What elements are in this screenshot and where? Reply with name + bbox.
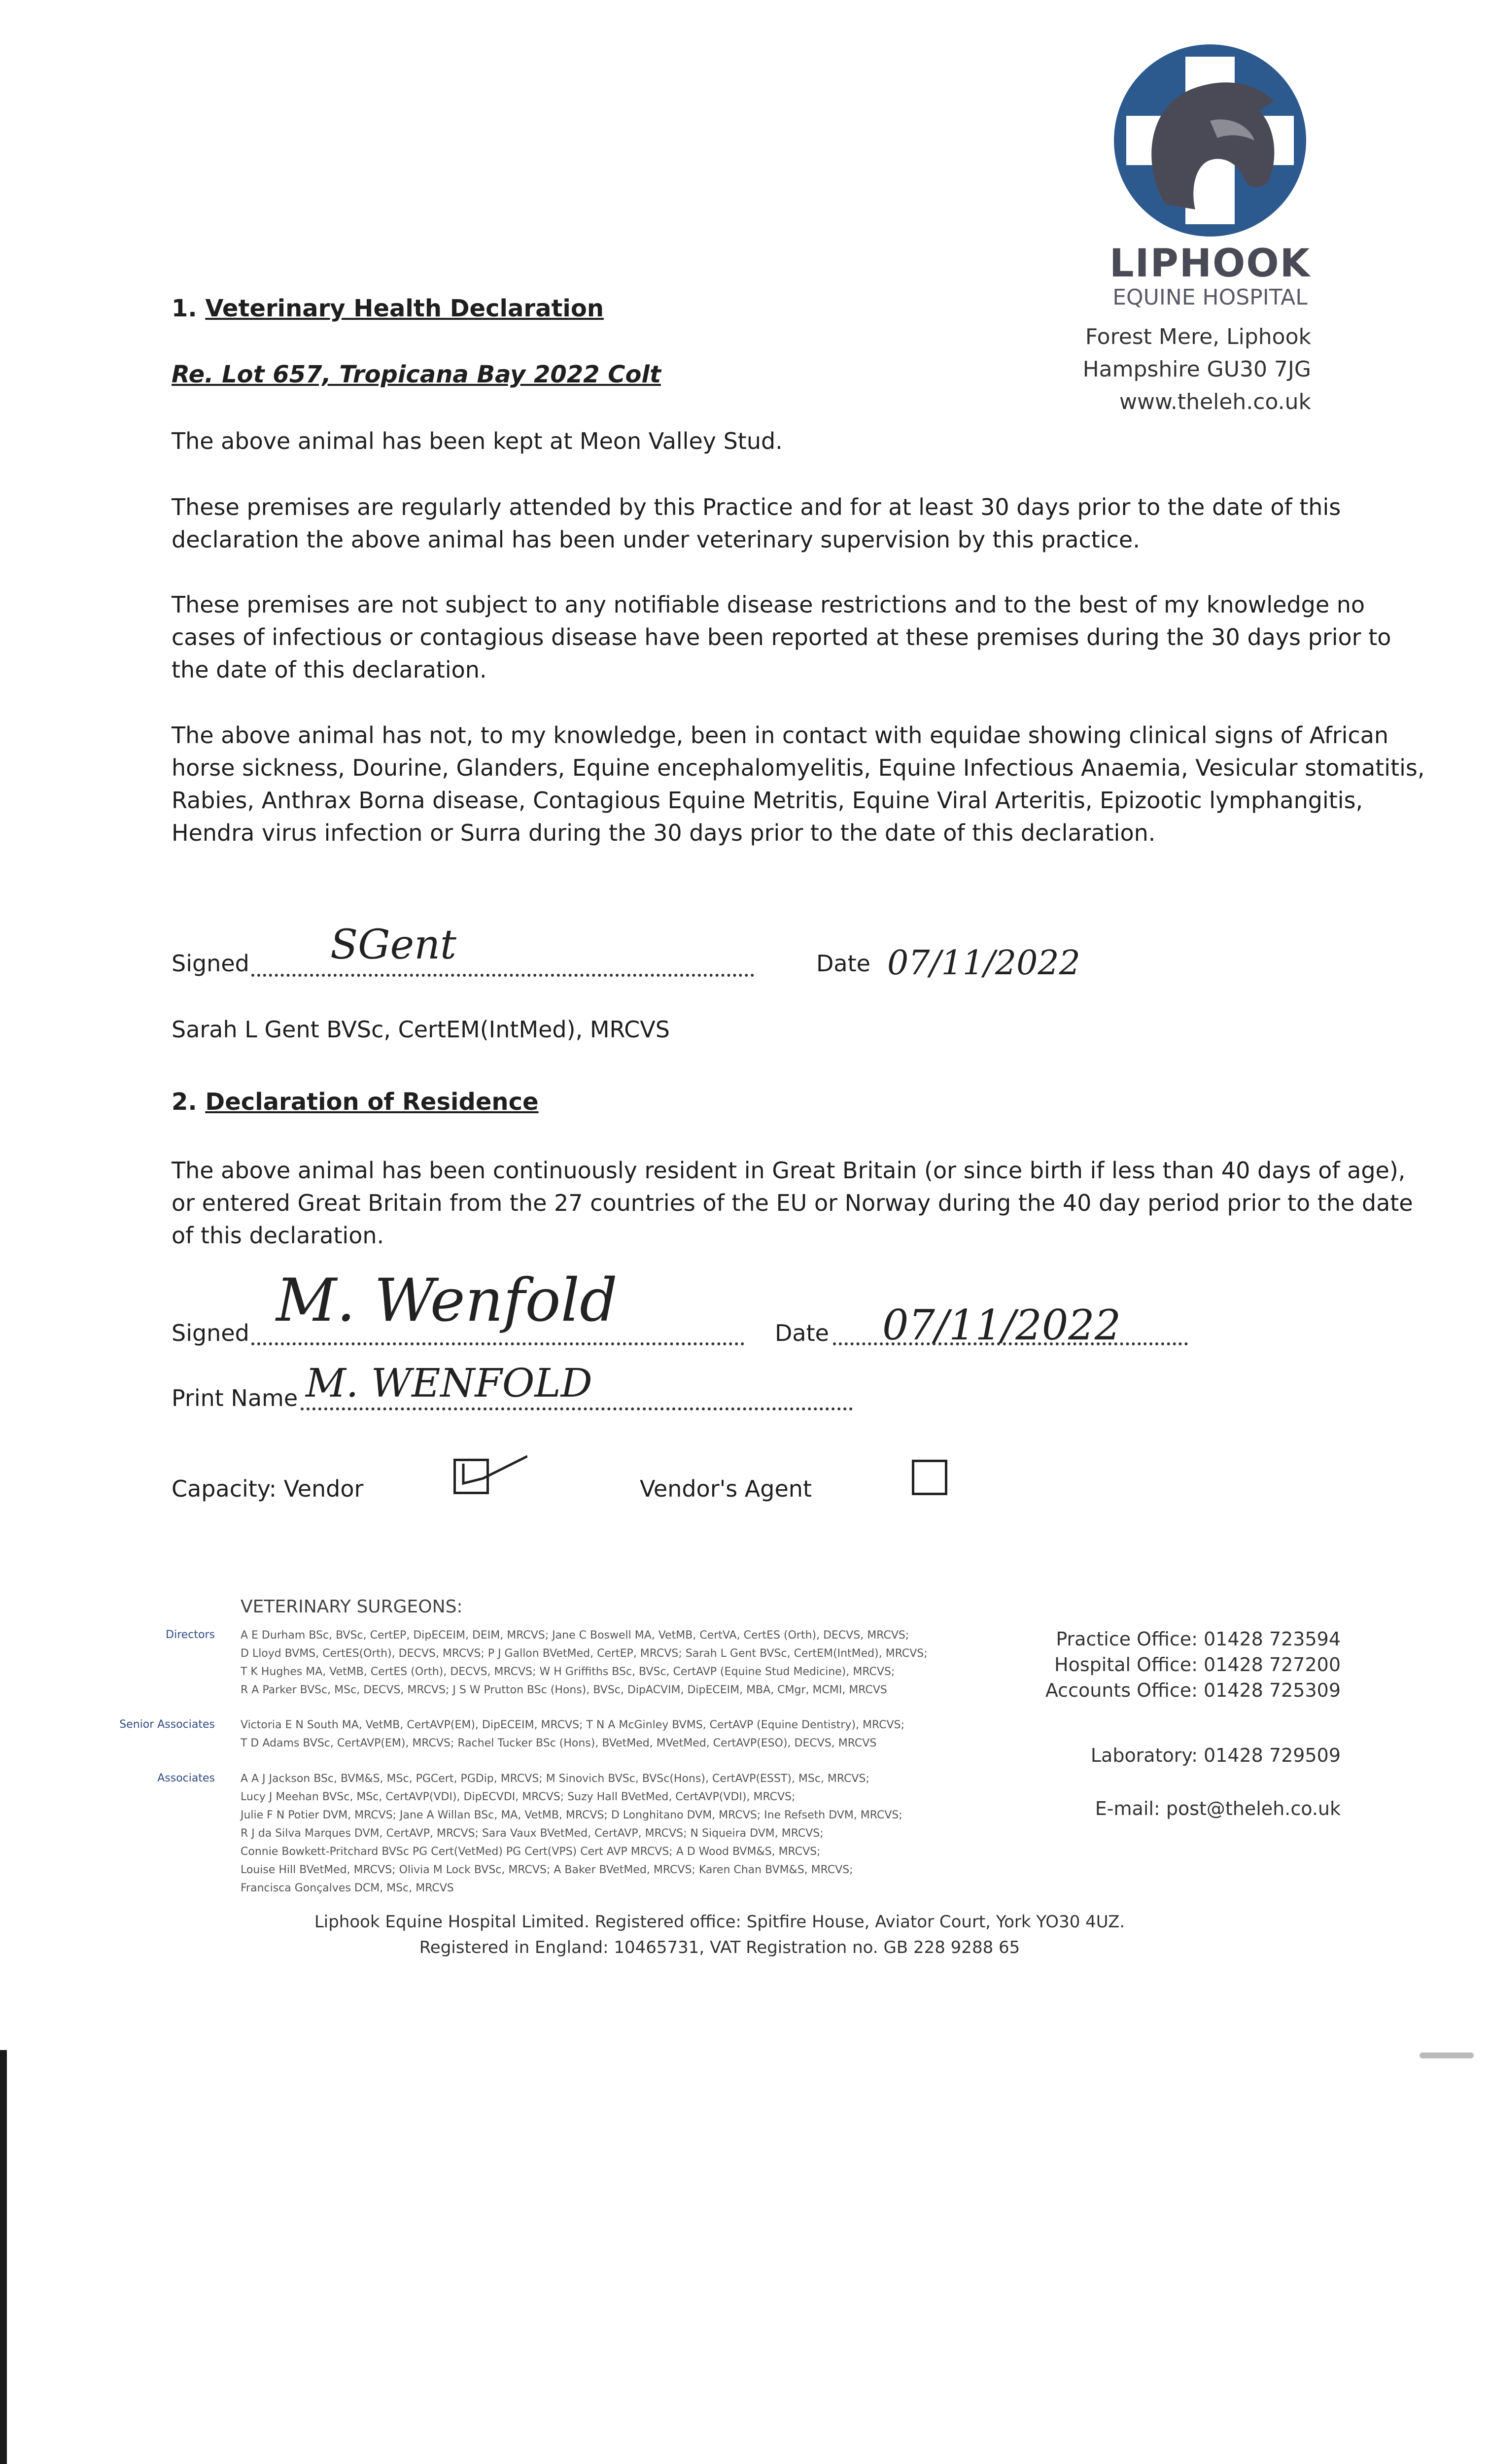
associates-list <box>241 1770 902 1897</box>
section1-para3: These premises are not subject to any notifiable disease restrictions and to the best of my knowledge no cases of infectious or contagious disease have been reported at these premises during the 30 days prior to the date of this declaration. <box>172 591 1391 683</box>
directors-line: D Lloyd BVMS, CertES(Orth), DECVS, MRCVS; P J Gallon BVetMed, CertEP, MRCVS; Sarah L Gent BVSc, CertEM(IntMed), MRCVS; <box>241 1647 928 1660</box>
practice-office: Practice Office: 01428 723594 <box>1056 1628 1341 1650</box>
logo <box>1111 42 1309 239</box>
print-name-label: Print Name <box>172 1385 298 1411</box>
section1-heading <box>172 295 604 322</box>
section1-para4: The above animal has not, to my knowledge, been in contact with equidae showing clinical signs of African horse sickness, Dourine, Glanders, Equine encephalomyelitis, Equine Infectious Anaemia, Vesicular stomatitis, Rabies, Anthrax Borna disease, Contagious Equine Metritis, Equine Viral Arteritis, Epizootic lymphangitis, Hendra virus infection or Surra during the 30 days prior to the date of this declaration. <box>172 722 1425 846</box>
accounts-office: Accounts Office: 01428 725309 <box>1045 1679 1341 1701</box>
hospital-office: Hospital Office: 01428 727200 <box>1054 1654 1341 1676</box>
vet-name: Sarah L Gent BVSc, CertEM(IntMed), MRCVS <box>172 1016 670 1043</box>
associates-line: A A J Jackson BSc, BVM&S, MSc, PGCert, PGDip, MRCVS; M Sinovich BVSc, BVSc(Hons), CertAVP(ESST), MSc, MRCVS; <box>241 1773 869 1785</box>
agent-label: Vendor's Agent <box>640 1475 812 1502</box>
associates-line: Francisca Gonçalves DCM, MSc, MRCVS <box>241 1882 454 1894</box>
registration-numbers: Registered in England: 10465731, VAT Registration no. GB 228 9288 65 <box>419 1938 1020 1957</box>
brand-name: LIPHOOK <box>1109 241 1311 286</box>
address-line-2: Hampshire GU30 7JG <box>1082 357 1311 382</box>
print-name-line[interactable] <box>301 1407 853 1410</box>
signed-label-1: Signed <box>172 950 249 977</box>
directors-line: A E Durham BSc, BVSc, CertEP, DipECEIM, DEIM, MRCVS; Jane C Boswell MA, VetMB, CertVA, CertES (Orth), DECVS, MRCVS; <box>241 1629 909 1642</box>
associates-line: Louise Hill BVetMed, MRCVS; Olivia M Lock BVSc, MRCVS; A Baker BVetMed, MRCVS; Karen Chan BVM&S, MRCVS; <box>241 1864 853 1876</box>
scan-smudge <box>1420 2053 1474 2058</box>
section1-title: Veterinary Health Declaration <box>205 295 604 322</box>
associates-line: R J da Silva Marques DVM, CertAVP, MRCVS; Sara Vaux BVetMed, CertAVP, MRCVS; N Siqueira DVM, MRCVS; <box>241 1827 824 1840</box>
email-link[interactable]: E-mail: post@theleh.co.uk <box>1095 1798 1341 1819</box>
vendor-checkbox[interactable] <box>453 1459 489 1494</box>
address-line-1: Forest Mere, Liphook <box>1085 324 1311 349</box>
signature-line-1[interactable] <box>251 974 754 977</box>
associates-line: Lucy J Meehan BVSc, MSc, CertAVP(VDI), DipECVDI, MRCVS; Suzy Hall BVetMed, CertAVP(VDI), MRCVS; <box>241 1791 796 1803</box>
date-value-1: 07/11/2022 <box>887 944 1080 983</box>
directors-line: T K Hughes MA, VetMB, CertES (Orth), DECVS, MRCVS; W H Griffiths BSc, BVSc, CertAVP (Equine Stud Medicine), MRCVS; <box>241 1666 895 1678</box>
section2-title: Declaration of Residence <box>205 1088 539 1116</box>
signed-label-2: Signed <box>172 1320 249 1346</box>
associates-line: Julie F N Potier DVM, MRCVS; Jane A Willan BSc, MA, VetMB, MRCVS; D Longhitano DVM, MRCVS; Ine Refseth DVM, MRCVS; <box>241 1809 902 1821</box>
signature-line-2[interactable] <box>251 1342 744 1345</box>
registered-office: Liphook Equine Hospital Limited. Registered office: Spitfire House, Aviator Court, York YO30 4UZ. <box>314 1912 1125 1932</box>
section1-number: 1. <box>172 295 197 322</box>
section2-heading <box>172 1088 539 1116</box>
associates-label: Associates <box>157 1772 215 1784</box>
senior-associates-label: Senior Associates <box>119 1718 215 1731</box>
check-mark-icon <box>453 1449 527 1488</box>
section2-para: The above animal has been continuously resident in Great Britain (or since birth if less than 40 days of age), or entered Great Britain from the 27 countries of the EU or Norway during the 40 day period prior to the date of this declaration. <box>172 1157 1413 1249</box>
section2-number: 2. <box>172 1088 197 1116</box>
capacity-label: Capacity: Vendor <box>172 1475 364 1502</box>
date-label-1: Date <box>816 950 870 977</box>
scan-edge-mark <box>0 2050 7 2464</box>
re-line: Re. Lot 657, Tropicana Bay 2022 Colt <box>172 361 661 388</box>
associates-line: Connie Bowkett-Pritchard BVSc PG Cert(VetMed) PG Cert(VPS) Cert AVP MRCVS; A D Wood BVM&S, MRCVS; <box>241 1846 821 1858</box>
directors-line: R A Parker BVSc, MSc, DECVS, MRCVS; J S W Prutton BSc (Hons), BVSc, DipACVIM, DipECEIM, MBA, CMgr, MCMI, MRCVS <box>241 1684 887 1696</box>
vendor-signature: M. Wenfold <box>276 1266 618 1335</box>
horse-logo-icon <box>1111 42 1309 239</box>
website-link[interactable]: www.theleh.co.uk <box>1119 389 1311 414</box>
brand-subtitle: EQUINE HOSPITAL <box>1112 285 1308 310</box>
vet-signature: SGent <box>330 922 456 968</box>
senior-line: Victoria E N South MA, VetMB, CertAVP(EM), DipECEIM, MRCVS; T N A McGinley BVMS, CertAVP (Equine Dentistry), MRCVS; <box>241 1719 904 1731</box>
date-value-2: 07/11/2022 <box>882 1301 1121 1349</box>
print-name-value: M. WENFOLD <box>306 1360 592 1406</box>
vets-heading: VETERINARY SURGEONS: <box>241 1597 463 1617</box>
agent-checkbox[interactable] <box>912 1460 947 1495</box>
section1-para2: These premises are regularly attended by this Practice and for at least 30 days prior to the date of this declaration the above animal has been under veterinary supervision by this practice. <box>172 494 1341 553</box>
directors-list <box>241 1626 928 1699</box>
senior-associates-list <box>241 1716 904 1752</box>
laboratory-phone: Laboratory: 01428 729509 <box>1090 1745 1341 1766</box>
date-label-2: Date <box>775 1320 829 1346</box>
senior-line: T D Adams BVSc, CertAVP(EM), MRCVS; Rachel Tucker BSc (Hons), BVetMed, MVetMed, CertAVP(ESO), DECVS, MRCVS <box>241 1737 877 1749</box>
section1-para1: The above animal has been kept at Meon Valley Stud. <box>172 428 783 454</box>
directors-label: Directors <box>166 1629 215 1641</box>
